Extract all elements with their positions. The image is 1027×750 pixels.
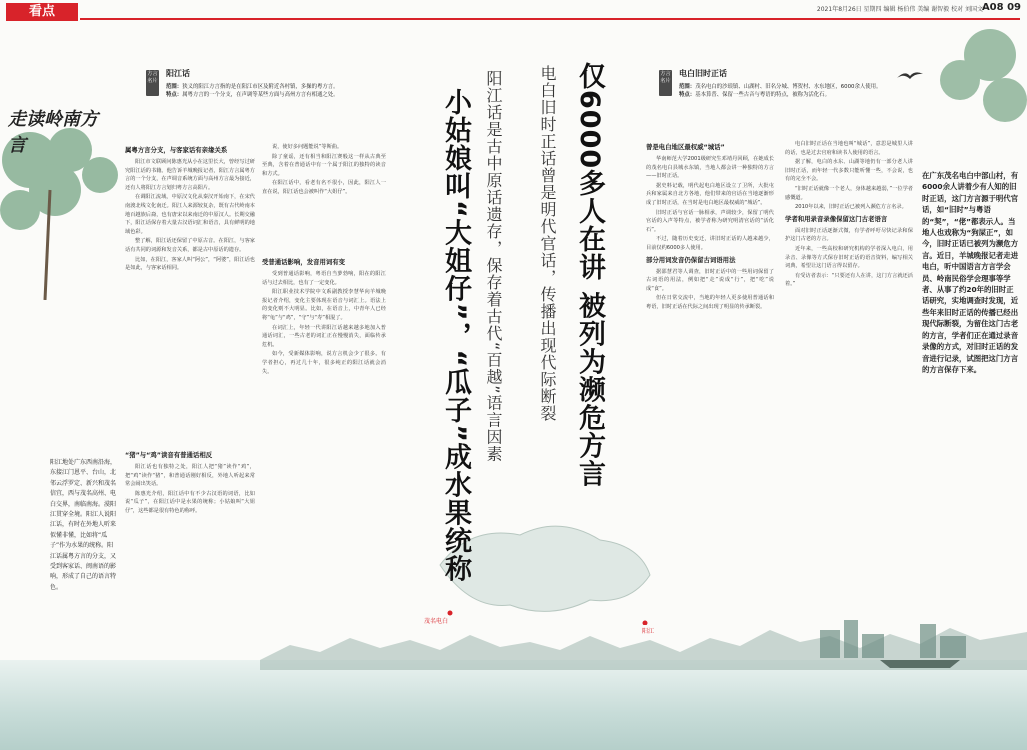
dialect-card-range: 范围：茂名电白的沙琅镇、山湖村、旧名分城、博贺村、水东地区，6000余人使用。	[679, 84, 882, 90]
paragraph: 面对旧时正话逐渐式微，有学者呼吁尽快记录和保护这门古老的方言。	[785, 227, 913, 243]
paragraph: 陈惠光介绍，阳江话中有不少古汉语的词语，比如说“瓜子”，在阳江话中是水果的统称；小姑娘叫“大姐仔”，这些都是很有特色的称呼。	[125, 490, 255, 514]
dialect-card-title: 电白旧时正话	[679, 69, 727, 78]
left-article-subtitle: 阳江话是古中原话遗存，保存着古代“百越”语言因素	[484, 70, 503, 463]
masthead	[0, 0, 1027, 22]
paragraph: 在调阳江流域，中原汉文化从秦汉开始南下，在宋代南渡北线文化南迁。阳江人来源较复杂，既有古代岭南本地百越族后裔，也有唐宋以来南迁的中原汉人。长期交融下，阳江话保存着大量古汉语词汇和语音，具有鲜明的地域色彩。	[125, 194, 255, 235]
page-number: A08 09	[981, 2, 1021, 13]
section-subhead: 学者和用录音录像保留这门古老语言	[785, 214, 888, 223]
dialect-card-title: 阳江话	[166, 69, 190, 78]
paragraph: 阳江市文联顾问陈惠光从小在这里长大，曾经写过研究阳江话的书籍。他告诉羊城晚报记者，阳江方言属粤方言的一个分支，在声调音系统方面与高州方言最为接近，还有人将阳江方言划归粤方言高阳片。	[125, 159, 255, 191]
right-intro-note: 在广东茂名电白中部山村，有6000余人讲着少有人知的旧时正话，这门方言源于明代官话，如“旧时”与粤语的“契”，“佬”都表示人。当地人也戏称为“狗屎正”，如今，旧时正话已被列为濒危方言。近日，羊城晚报记者走进电白，听中国语言方言学会员、岭南民俗学会理事等学者、从事了约20年的旧时正话研究，实地调查时发现，近些年来旧时正话的传播已经出现代际断裂，为留住这门古老的方言，学者们正在通过录音录像的方式，对旧时正话的发音进行记录，试图把这门方言的方言保存下来。	[922, 171, 1019, 374]
dialect-card-yangjiang	[166, 68, 411, 99]
paragraph: 2010年以来，旧时正话已被列入濒危方言名录。	[795, 204, 907, 211]
paragraph: 不过，随着历史变迁，讲旧时正话的人越来越少，目前仅约6000多人使用。	[646, 236, 774, 251]
section-subhead: 受普通话影响，发音用词有变	[262, 258, 346, 266]
dialect-card-range: 范围：狭义的阳江方言指的是在阳江市区及附近各村镇，多操的粤方言。	[166, 84, 339, 90]
section-subhead: “猪”与“鸡”读音有普通话相反	[125, 451, 213, 459]
left-intro-note: 阳江地处广东西南沿海，东接江门恩平、台山，北邻云浮罗定、新兴和茂名信宜，西与茂名高州、电白交界，南临南海。漠阳江贯穿全境。阳江人说阳江话，有时在外地人听来似懂非懂，比如将“瓜子”作为水果的统称。阳江话属粤方言的分支，又受到客家话、闽南语的影响，形成了自己的语言特色。	[50, 459, 117, 591]
map-label: 茂名电白	[424, 618, 449, 625]
left-article-headline: 小姑娘叫“大姐仔”，“瓜子”成水果统称	[440, 88, 471, 583]
paragraph: 比如，在阳江，客家人叫“阿公”，“阿婆”，阳江话也是如此，与客家话相同。	[125, 256, 255, 272]
paragraph: 整了解，阳江话还保留了中原古音。在阳江，与客家话有共同的词源和发音关系，都是古中原话的遗存。	[125, 238, 255, 253]
section-tag: 看点	[6, 3, 78, 21]
header-rule	[80, 18, 1020, 20]
section-subhead: 属粤方言分支，与客家话有亲缘关系	[125, 146, 228, 154]
article-column	[646, 140, 774, 580]
right-article-subtitle: 电白旧时正话曾是明代官话，传播出现代际断裂	[538, 65, 557, 422]
dateline: 2021年8月26日 星期四 编辑 杨伯伟 美编 谢智毅 校对 刘国文	[816, 6, 983, 13]
article-column	[125, 143, 255, 443]
paragraph: 如今，受新媒体影响，说方言机会少了很多。有学者担心，再过几十年，很多纯正的阳江话就会消失。	[262, 351, 386, 375]
paragraph: 在词汇上，年轻一代讲阳江话越来越多地加入普通话词汇，一些古老的词汇正在慢慢消失，面临传承危机。	[262, 324, 386, 348]
section-subhead: 部分用词发音仍保留古词语用法	[646, 255, 736, 264]
dialect-card-feature: 特点：属粤方言的一个分支，在声调等某些方面与高州方言有相通之处。	[166, 92, 339, 98]
right-article-headline: 仅6000多人在讲 被列为濒危方言	[574, 62, 605, 488]
article-column	[125, 448, 255, 658]
paragraph: 据史料记载，明代起电白地区设立了卫所，大批屯兵和家属来自北方各地，他们带来的官话在当地逐渐形成了旧时正话，在当时是电白地区最权威的“城话”。	[646, 182, 774, 206]
dialect-card-badge: 方言名片	[146, 70, 159, 96]
paragraph: 旧时正话与官话一脉相承，声调较少，保留了明代官话的入声等特点，被学者称为研究明清官话的“活化石”。	[646, 209, 774, 233]
paragraph: 在阳江话中，看老有名不很小，因此，阳江人一直在说，阳江话也会被叫作“大姐仔”。	[262, 180, 386, 195]
paragraph: 除了童谣，还有相当和阳江赛般这一样从古典至至典，含着在普通话中有一个属于阳江的独特的读音和方式。	[262, 153, 386, 177]
paragraph: 有受访者表示：“只要还有人在讲，这门方言就还活着。”	[785, 272, 913, 288]
dialect-card-dianbai	[679, 68, 919, 99]
paragraph: 阳江话也有独特之处，阳江人把“猪”读作“鸡”，把“鸡”读作“猪”，和普通话刚好相反，外地人听起来常常会闹出笑话。	[125, 464, 255, 488]
section-subhead: 曾是电白地区最权威“城话”	[646, 143, 725, 151]
article-column	[785, 140, 913, 610]
paragraph: 阳江职业技术学院中文系副教授李慧华向羊城晚报记者介绍，变化主要体现在语音与词汇上。语法上的变化则不大明显。比如，在语音上，中青年人已经将“龟”与“鸡”，“守”与“寿”相混了。	[262, 289, 386, 321]
dialect-card-badge: 方言名片	[659, 70, 672, 96]
dialect-card-feature: 特点：基本算普、保留一些古音与粤语的特点，被称为活化石。	[679, 92, 830, 98]
paragraph: 电白旧时正话在当地也叫“城话”，意思是城里人讲的话，也是过去官府和读书人使用的语言。	[785, 141, 913, 156]
paragraph: 说，使好多问题能说“等斯曲。	[272, 144, 343, 150]
column-logo: 走读岭南方言	[8, 109, 98, 156]
sea-illustration	[0, 660, 1027, 750]
map-label: 阳江	[642, 628, 655, 635]
paragraph: 近年来，一些高校和研究机构的学者深入电白，用录音、录像等方式保存旧时正话的语音资料，编写相关词典，希望让这门语言得以留存。	[785, 245, 913, 270]
article-column	[262, 255, 386, 585]
tree-illustration-right	[930, 20, 1027, 180]
paragraph: “旧时正话就像一个老人，身体越来越弱，”一位学者感慨道。	[785, 185, 913, 201]
paragraph: 华南师范大学2001级研究生邓靖丹回顾，在她成长的茂名电白县城水东镇，当地人都会讲一种独特的方言——旧时正话。	[646, 156, 774, 180]
paragraph: 据了解，电白的水东、山湖等地仍有一部分老人讲旧时正话，而年轻一代多数只能听懂一些，不会说，也有的完全不会。	[785, 159, 913, 183]
paragraph: 但在日常交流中，当地的年轻人更多使用普通话和粤语，旧时正话在代际之间出现了明显的传承断裂。	[646, 295, 774, 310]
paragraph: 据邵慧君等人调查，旧时正话中的一些用词保留了古词语的用法，例如把“走”说成“行”，把“吃”说成“食”。	[646, 268, 774, 292]
paragraph: 受到普通话影响，粤语自当萝勃响，阳在的阳江话与过去相比，也有了一定变化。	[262, 271, 386, 286]
article-column	[262, 143, 386, 263]
